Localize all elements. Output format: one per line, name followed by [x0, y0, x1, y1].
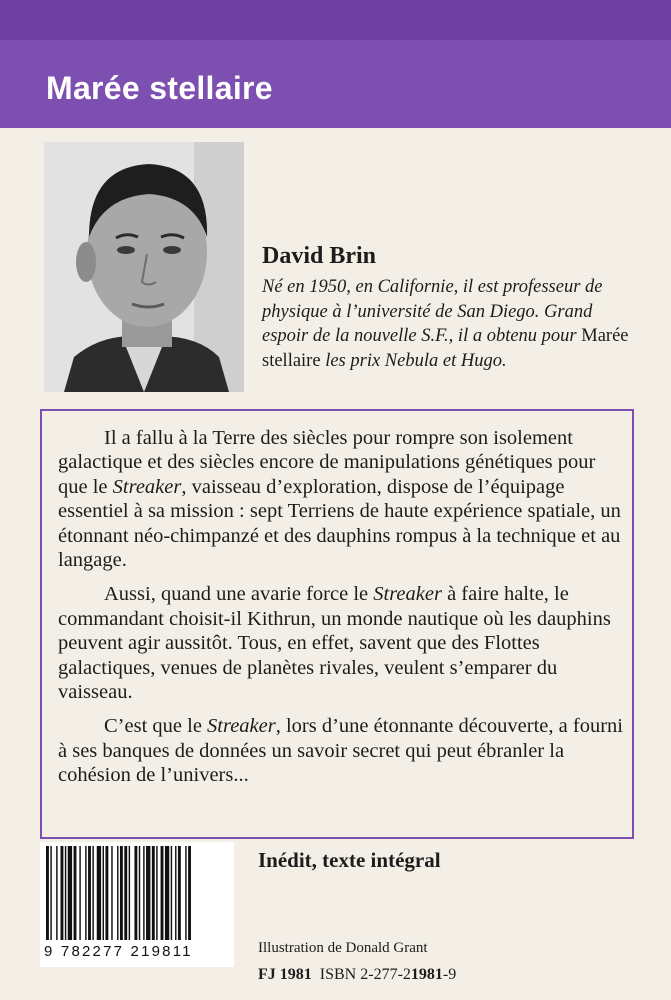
author-bio-book-title: Marée stellaire: [262, 326, 629, 371]
barcode-bar: [156, 846, 157, 940]
blurb-paragraph: [58, 426, 623, 572]
barcode-bar: [175, 846, 176, 940]
series-code: FJ 1981: [258, 966, 312, 983]
barcode-bar: [103, 846, 104, 940]
barcode-bar: [165, 846, 169, 940]
barcode-bar: [188, 846, 191, 940]
barcode: [40, 842, 234, 967]
barcode-bar: [129, 846, 130, 940]
barcode-bar: [61, 846, 64, 940]
barcode-bar: [134, 846, 137, 940]
barcode-bar: [65, 846, 66, 940]
barcode-bar: [152, 846, 155, 940]
author-name: David Brin: [262, 243, 377, 269]
barcode-bar: [171, 846, 172, 940]
ship-name: Streaker: [112, 475, 182, 498]
barcode-bar: [139, 846, 140, 940]
author-bio-text: Né en 1950, en Californie, il est professeur de physique à l’université de San Diego. Grand espoir de la nouvelle S.F., il a obtenu pour: [262, 277, 603, 346]
author-photo: [44, 142, 244, 392]
ship-name: Streaker: [373, 583, 442, 606]
edition-note: Inédit, texte intégral: [258, 848, 441, 872]
barcode-icon: [40, 842, 234, 942]
barcode-bar: [68, 846, 72, 940]
blurb-text: Aussi, quand une avarie force le: [104, 583, 374, 606]
barcode-bar: [124, 846, 127, 940]
author-portrait-icon: [44, 142, 244, 392]
barcode-bar: [85, 846, 86, 940]
barcode-bar: [117, 846, 118, 940]
barcode-bar: [46, 846, 49, 940]
barcode-bar: [74, 846, 77, 940]
author-bio-text-end: les prix Nebula et Hugo.: [320, 350, 507, 371]
blurb-text: Il a fallu à la Terre des siècles pour rompre son isolement galactique et des siècles encore de manipulations génétiques pour que le: [58, 427, 596, 498]
book-title: Marée stellaire: [46, 70, 273, 106]
barcode-bar: [105, 846, 108, 940]
barcode-bar: [120, 846, 123, 940]
isbn-line: [258, 966, 456, 984]
ship-name: Streaker: [207, 715, 276, 738]
blurb-paragraph: [58, 714, 623, 787]
barcode-bar: [146, 846, 150, 940]
title-band-top: [0, 0, 671, 40]
illustration-credit: Illustration de Donald Grant: [258, 940, 428, 956]
barcode-bar: [50, 846, 51, 940]
barcode-bar: [88, 846, 91, 940]
isbn-prefix: ISBN 2-277-2: [319, 966, 411, 983]
barcode-bar: [143, 846, 144, 940]
barcode-bar: [92, 846, 93, 940]
isbn-bold: 1981: [410, 966, 443, 983]
author-bio: [262, 275, 642, 373]
blurb-text: à faire halte, le commandant choisit-il Kithrun, un monde nautique où les dauphins peuvent agir aussitôt. Tous, en effet, savent que des Flottes galactiques, venues de planètes rivales, veulent s’emparer du vaisseau.: [58, 583, 611, 704]
barcode-bar: [185, 846, 186, 940]
barcode-bar: [56, 846, 57, 940]
blurb-text: , lors d’une étonnante découverte, a fourni à ses banques de données un savoir secret qui peut ébranler la cohésion de l’univers...: [58, 715, 623, 787]
barcode-bar: [111, 846, 112, 940]
barcode-bar: [161, 846, 164, 940]
barcode-bar: [79, 846, 80, 940]
blurb-text: , vaisseau d’exploration, dispose de l’équipage essentiel à sa mission : sept Terriens de haute expérience spatiale, un étonnant néo-chimpanzé et des dauphins rompus à la technique et au langage.: [58, 475, 621, 572]
isbn-suffix: -9: [442, 966, 457, 983]
barcode-bar: [97, 846, 101, 940]
blurb-paragraph: [58, 582, 623, 704]
blurb: [58, 426, 623, 788]
barcode-digits: 9 782277 219811: [44, 943, 193, 960]
barcode-bar: [178, 846, 181, 940]
blurb-text: C’est que le: [104, 715, 208, 738]
